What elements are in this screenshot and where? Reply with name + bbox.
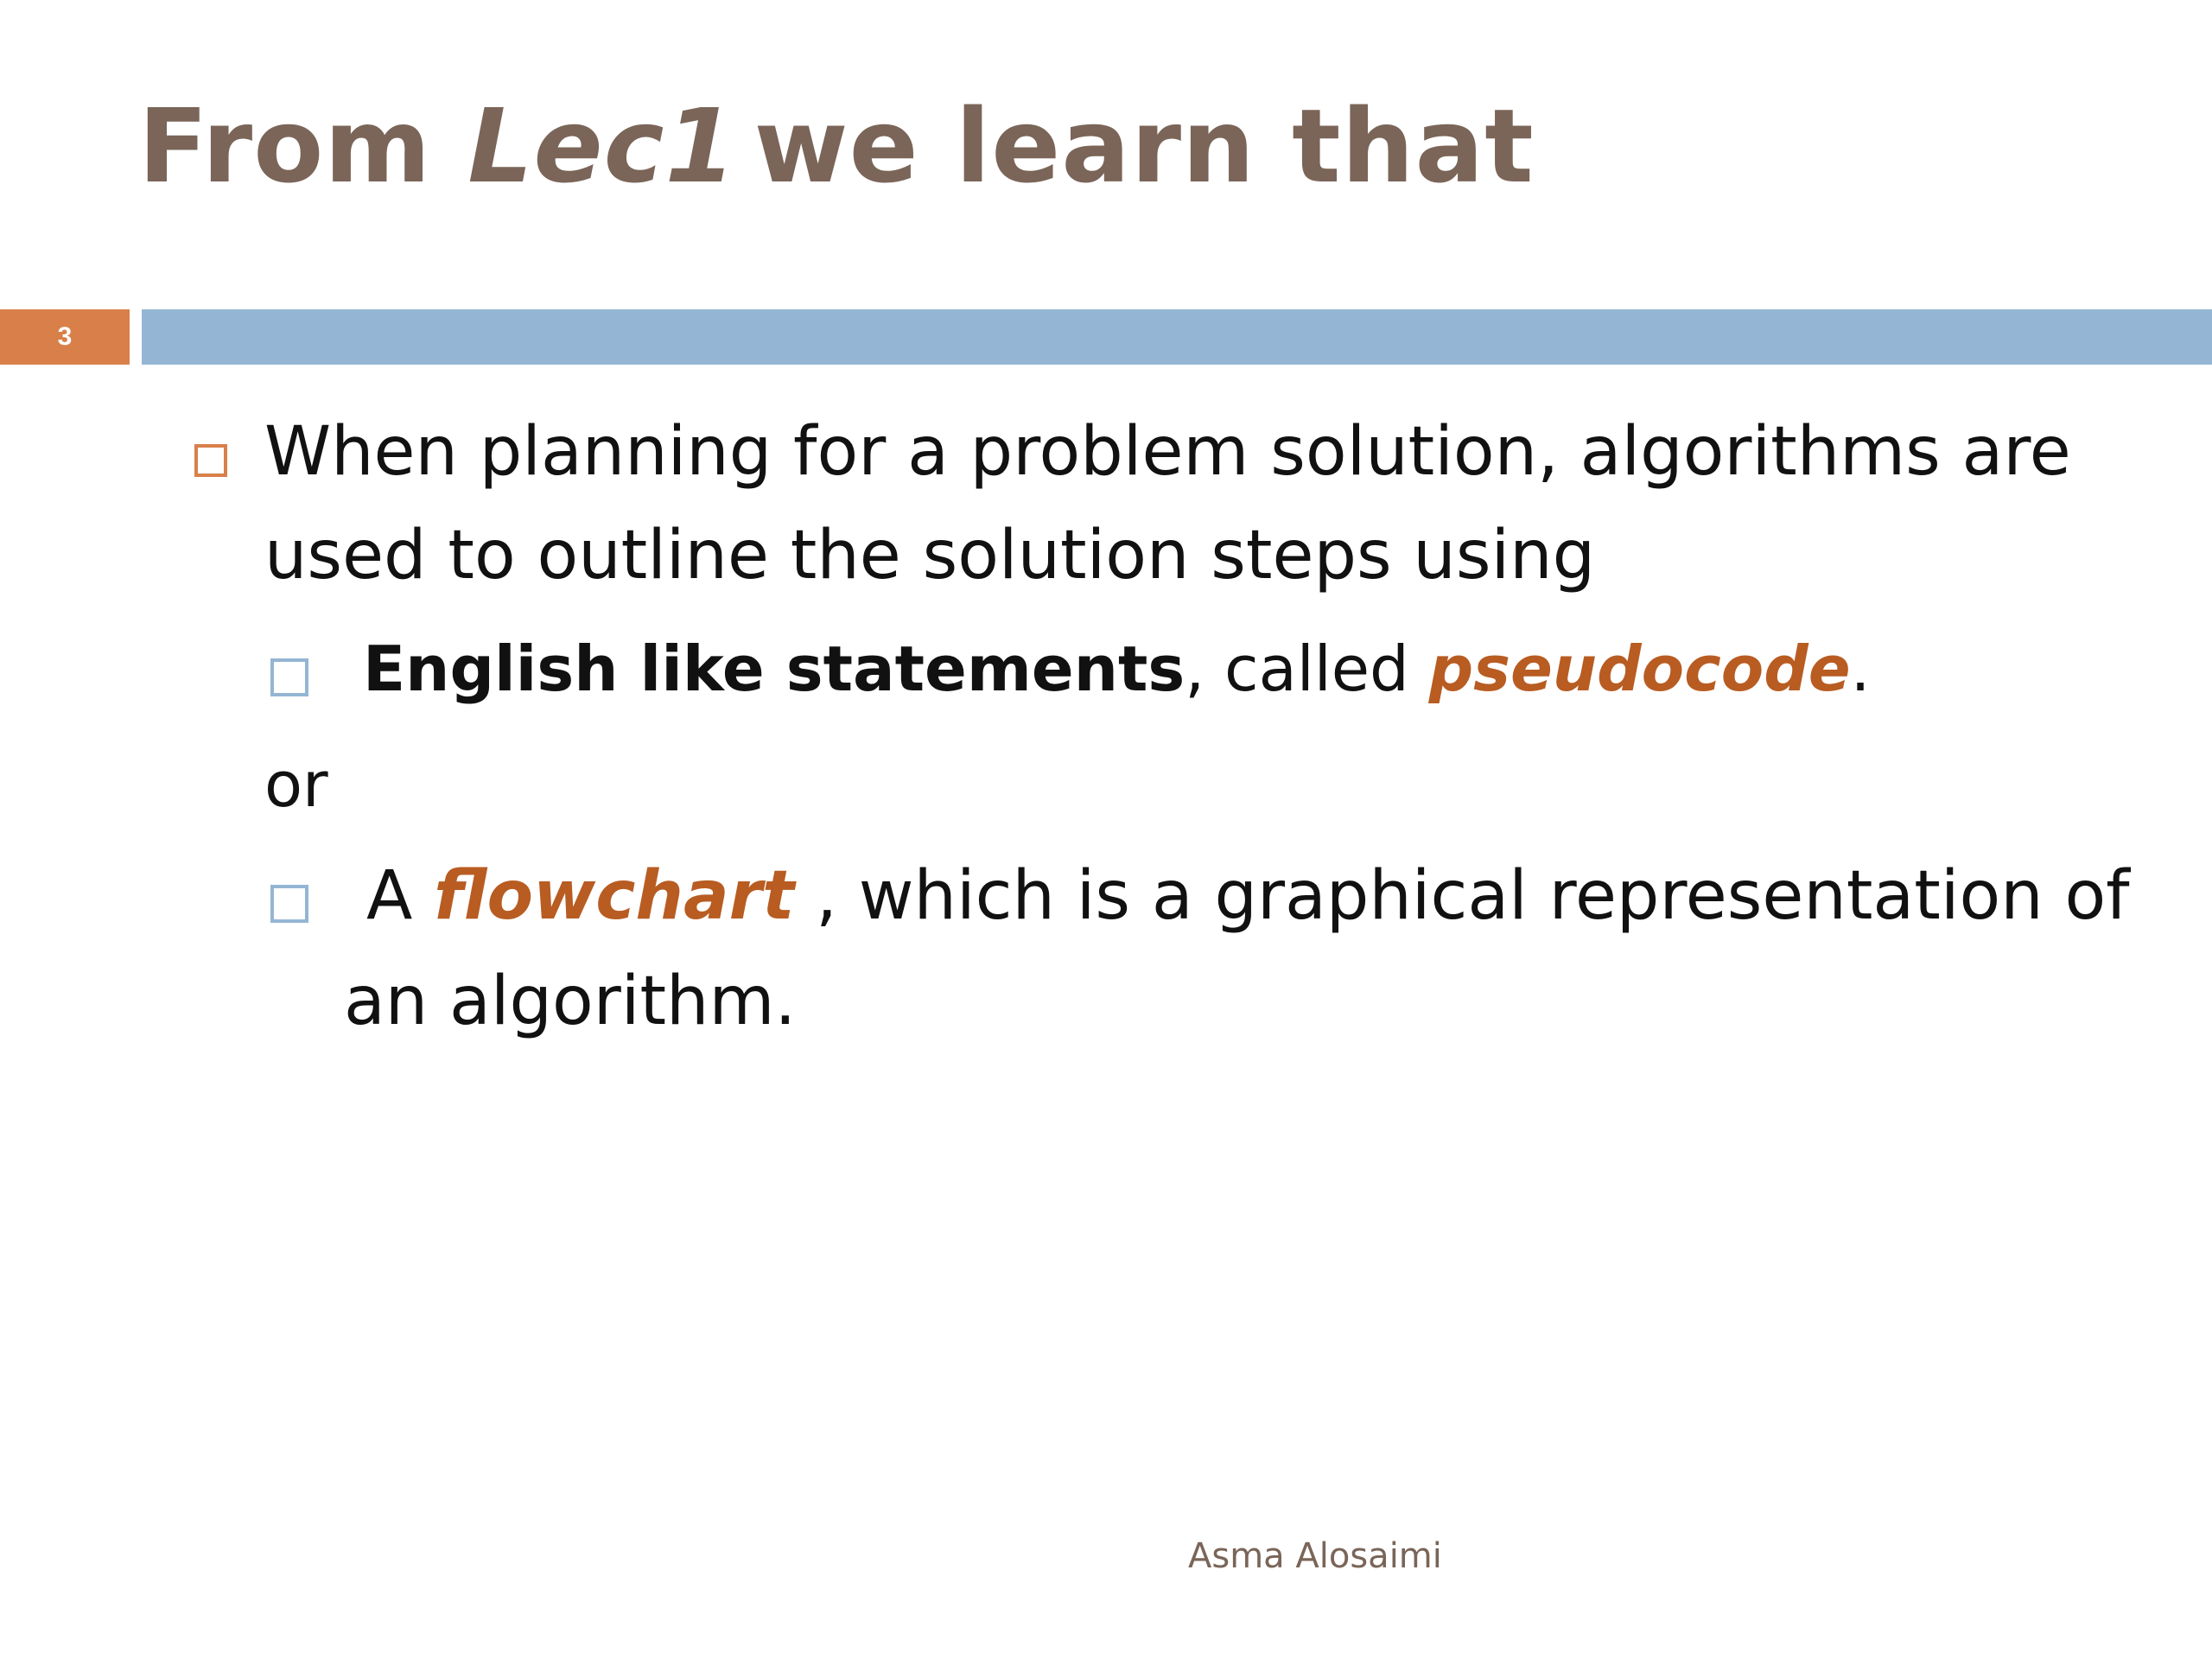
title-suffix: we learn that — [753, 86, 1535, 206]
footer-author: Asma Alosaimi — [1188, 1536, 1442, 1576]
sub2-lead-text: A — [366, 857, 435, 935]
square-bullet-icon — [270, 658, 308, 696]
sub-bullet-flowchart-line2: an algorithm. — [344, 963, 797, 1040]
or-connector-text: or — [264, 748, 328, 821]
slide-number: 3 — [0, 309, 130, 365]
sub1-bold-text: English like statements — [363, 632, 1185, 705]
title-lecture-ref: Lec1 — [467, 86, 737, 206]
sub2-accent-term: flowchart — [434, 857, 795, 935]
sub1-end-text: . — [1850, 632, 1871, 705]
sub-bullet-flowchart-line1 — [366, 857, 2130, 935]
bullet-main-line1: When planning for a problem solution, algorithms are — [264, 413, 2071, 491]
slide-title — [138, 86, 1535, 206]
title-prefix: From — [138, 86, 468, 206]
sub-bullet-pseudocode — [363, 632, 1871, 705]
bullet-main-line2: used to outline the solution steps using — [264, 517, 1596, 594]
square-bullet-icon — [194, 444, 227, 477]
sub1-accent-term: pseudocode — [1428, 632, 1851, 705]
sub2-rest-text: , which is a graphical representation of — [794, 857, 2130, 935]
square-bullet-icon — [270, 885, 308, 923]
header-divider-bar — [142, 309, 2212, 365]
sub1-middle-text: , called — [1185, 632, 1429, 705]
